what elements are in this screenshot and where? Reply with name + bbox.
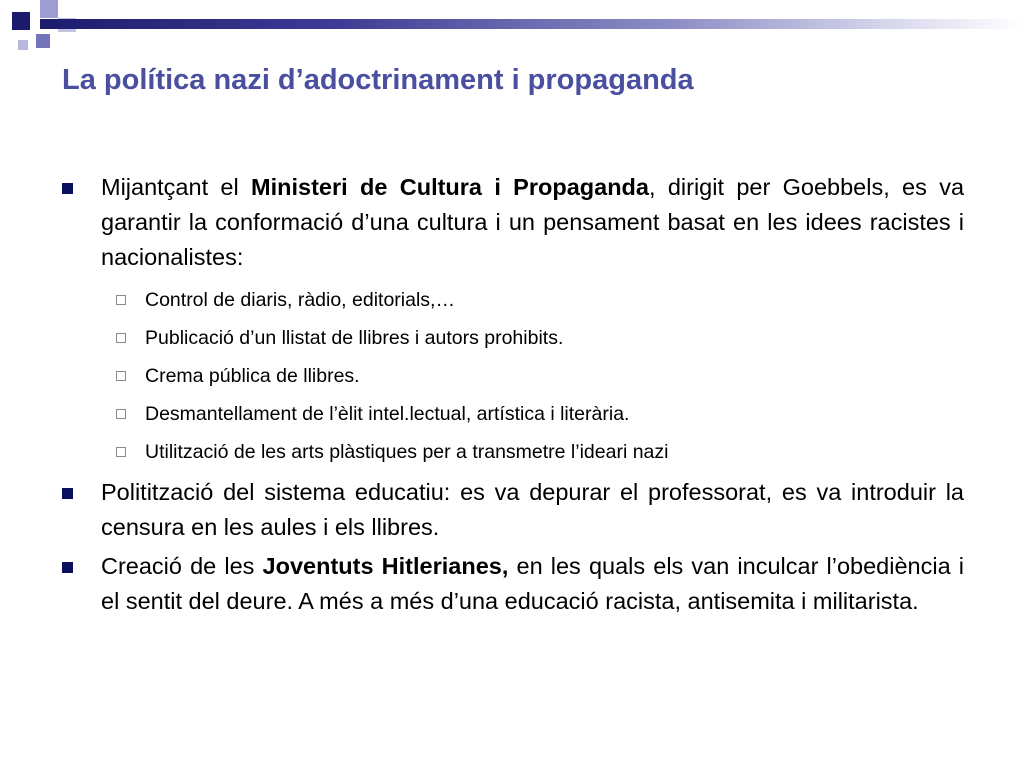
bullet-item [62,549,964,619]
sub-bullet-item [62,395,964,433]
bullet-item [62,170,964,275]
sub-bullet-item [62,281,964,319]
bullet-text: , dirigit per Goebbels, es va garantir la conformació d’una cultura i un pensament basat en les idees racistes i nacionalistes: [101,174,965,270]
decor-square-dark [12,12,30,30]
square-bullet-icon [62,562,73,573]
sub-bullet-item [62,357,964,395]
bullet-text: Mijantçant el [101,174,252,200]
bullet-text: en les quals els van inculcar l’obediència i el sentit del deure. A més a més d’una educació racista, antisemita i militarista. [101,553,965,614]
hollow-square-bullet-icon [116,371,126,381]
sub-bullet-text: Control de diaris, ràdio, editorials,… [145,289,455,311]
bullet-bold-text: Joventuts Hitlerianes, [262,553,509,579]
decor-square-medium [36,34,50,48]
sub-bullet-text: Utilització de les arts plàstiques per a transmetre l’ideari nazi [145,441,669,463]
sub-bullet-text: Publicació d’un llistat de llibres i autors prohibits. [145,327,564,349]
hollow-square-bullet-icon [116,333,126,343]
bullet-text: Creació de les [101,553,263,579]
sub-bullet-text: Crema pública de llibres. [145,365,360,387]
sub-bullet-list [62,281,964,471]
sub-bullet-text: Desmantellament de l’èlit intel.lectual, artística i literària. [145,403,630,425]
bullet-text: Politització del sistema educatiu: es va depurar el professorat, es va introduir la censura en les aules i els llibres. [101,479,964,540]
square-bullet-icon [62,488,73,499]
square-bullet-icon [62,183,73,194]
hollow-square-bullet-icon [116,409,126,419]
header-gradient-bar [40,19,1024,29]
slide-content [62,170,964,623]
hollow-square-bullet-icon [116,447,126,457]
bullet-bold-text: Ministeri de Cultura i Propaganda [251,174,649,200]
bullet-item [62,475,964,545]
decor-square-light [18,40,28,50]
hollow-square-bullet-icon [116,295,126,305]
slide-title: La política nazi d’adoctrinament i propaganda [62,64,694,96]
sub-bullet-item [62,433,964,471]
sub-bullet-item [62,319,964,357]
decor-square-light [40,0,58,18]
